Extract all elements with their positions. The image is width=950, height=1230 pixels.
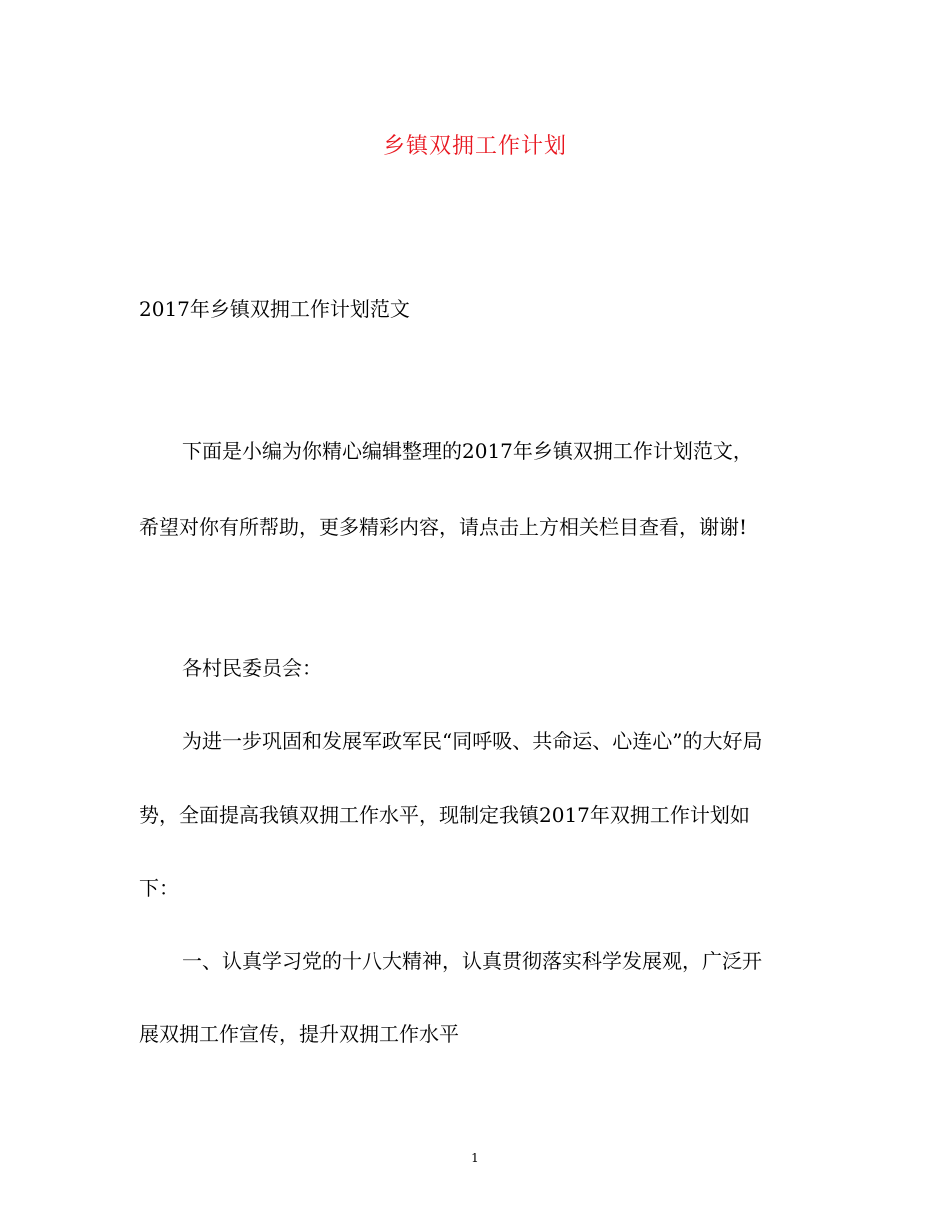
page-number: 1 [471,1151,479,1165]
section-heading-line-1: 一、认真学习党的十八大精神，认真贯彻落实科学发展观，广泛开 [182,949,762,973]
body-line-2: 势，全面提高我镇双拥工作水平，现制定我镇2017年双拥工作计划如 [139,803,750,827]
intro-line-2: 希望对你有所帮助，更多精彩内容，请点击上方相关栏目查看，谢谢! [139,515,748,539]
document-title: 乡镇双拥工作计划 [382,134,567,159]
body-line-1: 为进一步巩固和发展军政军民“同呼吸、共命运、心连心”的大好局 [182,729,763,753]
body-line-3: 下： [139,876,179,900]
section-heading-line-2: 展双拥工作宣传，提升双拥工作水平 [139,1022,459,1046]
intro-line-1: 下面是小编为你精心编辑整理的2017年乡镇双拥工作计划范文， [182,439,753,463]
document-subtitle: 2017年乡镇双拥工作计划范文 [139,297,410,321]
salutation: 各村民委员会： [182,656,322,680]
